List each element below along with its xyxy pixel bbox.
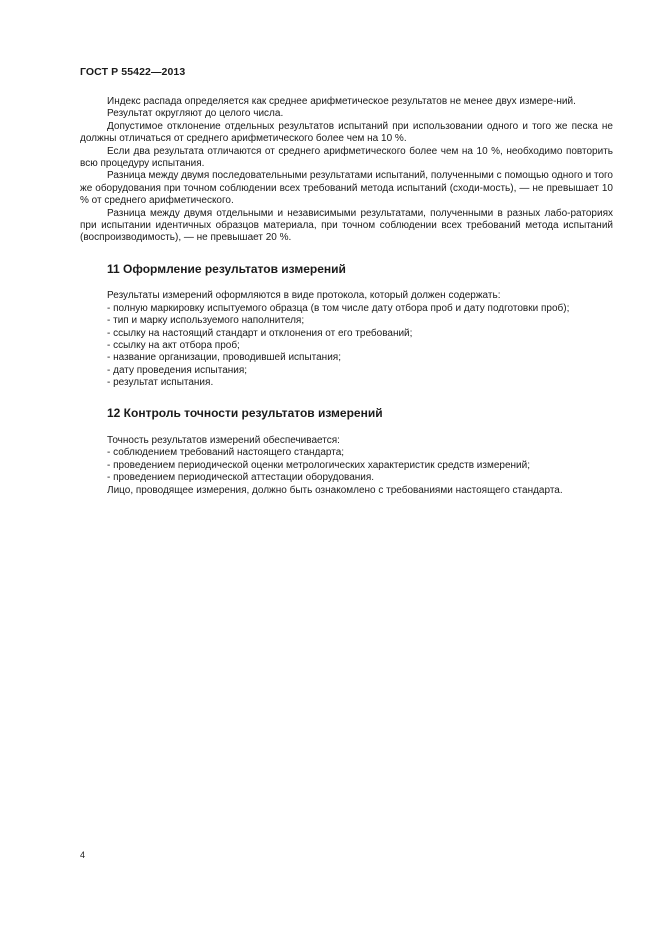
section-11-heading: 11 Оформление результатов измерений [107,261,346,276]
paragraph: Разница между двумя последовательными результатами испытаний, полученными с помощью одного и того же оборудования при точном соблюдении всех требований метода испытаний (сходи-мость), — не превышает 10 % от среднего арифметического. [80,170,613,207]
section-12-heading: 12 Контроль точности результатов измерений [107,405,383,420]
list-item: - ссылку на акт отбора проб; [107,339,240,351]
standard-header: ГОСТ Р 55422—2013 [80,66,186,78]
list-item: - полную маркировку испытуемого образца (в том числе дату отбора проб и дату подготовки проб); [107,302,570,314]
section-12-closing: Лицо, проводящее измерения, должно быть ознакомлено с требованиями настоящего стандарта. [107,484,563,496]
page-number: 4 [80,850,86,860]
list-item: - ссылку на настоящий стандарт и отклонения от его требований; [107,327,413,339]
list-item: - дату проведения испытания; [107,364,248,376]
paragraph: Допустимое отклонение отдельных результатов испытаний при использовании одного и того же песка не должны отличаться от среднего арифметического более чем на 10 %. [80,120,613,145]
list-item: - название организации, проводившей испытания; [107,352,341,364]
paragraph: Результат округляют до целого числа. [107,108,284,120]
paragraph: Индекс распада определяется как среднее арифметическое результатов не менее двух измере-ний. [107,96,576,107]
list-item: - проведением периодической аттестации оборудования. [107,472,375,484]
section-12-lead: Точность результатов измерений обеспечивается: [107,434,340,446]
list-item: - результат испытания. [107,377,214,389]
list-item: - соблюдением требований настоящего стандарта; [107,447,345,459]
paragraph: Если два результата отличаются от среднего арифметического более чем на 10 %, необходимо повторить всю процедуру испытания. [80,145,613,170]
section-11-lead: Результаты измерений оформляются в виде протокола, который должен содержать: [107,290,501,302]
list-item: - проведением периодической оценки метрологических характеристик средств измерений; [107,459,530,471]
list-item: - тип и марку используемого наполнителя; [107,315,305,327]
document-body [80,96,613,497]
paragraph: Разница между двумя отдельными и независимыми результатами, полученными в разных лабо-раториях при испытании идентичных образцов материала, при точном соблюдении всех требований метода испытаний (воспроизводимость), — не превышает 20 %. [80,207,613,244]
